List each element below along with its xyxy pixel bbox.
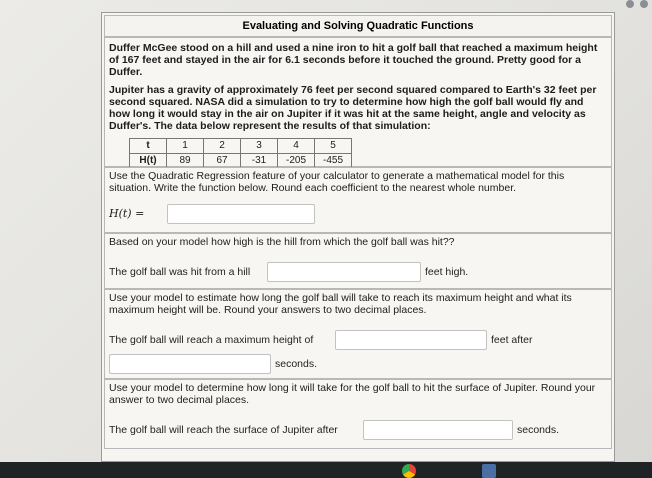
question-2-prefix: The golf ball was hit from a hill xyxy=(109,266,251,278)
function-input[interactable] xyxy=(167,204,315,224)
time-to-max-input[interactable] xyxy=(109,354,271,374)
table-cell: -205 xyxy=(278,154,315,169)
impact-time-input[interactable] xyxy=(363,420,513,440)
intro-paragraph-1: Duffer McGee stood on a hill and used a nine iron to hit a golf ball that reached a maximum height of 167 feet and stayed in the air for 6.1 seconds before it touched the ground. Pretty good for a Duffer. xyxy=(109,42,598,78)
status-dot-icon xyxy=(626,0,634,8)
question-4-suffix: seconds. xyxy=(517,424,560,436)
question-3-answer-row xyxy=(109,330,607,350)
question-4-text: Use your model to determine how long it will take for the golf ball to hit the surface of Jupiter. Round your answer to two decimal places. xyxy=(109,382,596,406)
question-3-suffix: seconds. xyxy=(275,358,318,370)
max-height-input[interactable] xyxy=(335,330,487,350)
question-3-answer-row-2 xyxy=(109,354,607,374)
table-cell: 4 xyxy=(278,139,315,154)
question-3-text: Use your model to estimate how long the golf ball will take to reach its maximum height and what its maximum height will be. Round your answers to two decimal places. xyxy=(109,292,572,316)
data-table xyxy=(129,138,352,169)
question-1 xyxy=(104,167,612,233)
table-cell: 2 xyxy=(204,139,241,154)
table-row xyxy=(130,139,352,154)
hill-height-input[interactable] xyxy=(267,262,421,282)
taskbar xyxy=(0,462,652,478)
table-row-label: t xyxy=(130,139,167,154)
table-cell: -31 xyxy=(241,154,278,169)
question-4-answer-row xyxy=(109,420,607,440)
intro-paragraph-2: Jupiter has a gravity of approximately 76 feet per second squared compared to Earth's 32 feet per second squared. NASA did a simulation to try to determine how high the golf ball would fly and how long it would stay in the air on Jupiter if it was hit at the same height, angle and velocity as Duffer's. The data below represent the results of that simulation: xyxy=(109,84,597,132)
table-row-label: H(t) xyxy=(130,154,167,169)
table-cell: -455 xyxy=(315,154,352,169)
table-cell: 89 xyxy=(167,154,204,169)
question-3-prefix: The golf ball will reach a maximum height of xyxy=(109,334,314,346)
status-dot-icon xyxy=(640,0,648,8)
question-3 xyxy=(104,289,612,379)
question-2-answer-row xyxy=(109,262,607,282)
question-3-middle: feet after xyxy=(491,334,533,346)
question-2-suffix: feet high. xyxy=(425,266,469,278)
worksheet xyxy=(101,12,615,462)
question-2 xyxy=(104,233,612,289)
table-cell: 67 xyxy=(204,154,241,169)
apps-icon[interactable] xyxy=(482,464,496,478)
question-1-answer-row xyxy=(109,204,607,224)
table-cell: 3 xyxy=(241,139,278,154)
function-label: H(t) = xyxy=(109,207,145,220)
question-1-text: Use the Quadratic Regression feature of your calculator to generate a mathematical model for this situation. Write the function below. Round each coefficient to the nearest whole number. xyxy=(109,170,565,194)
table-cell: 5 xyxy=(315,139,352,154)
question-2-text: Based on your model how high is the hill from which the golf ball was hit?? xyxy=(109,236,455,248)
table-cell: 1 xyxy=(167,139,204,154)
chrome-icon[interactable] xyxy=(402,464,416,478)
top-right-controls xyxy=(608,0,652,8)
question-4 xyxy=(104,379,612,449)
page-title: Evaluating and Solving Quadratic Functions xyxy=(104,15,612,37)
question-4-prefix: The golf ball will reach the surface of Jupiter after xyxy=(109,424,338,436)
intro-section xyxy=(104,37,612,167)
